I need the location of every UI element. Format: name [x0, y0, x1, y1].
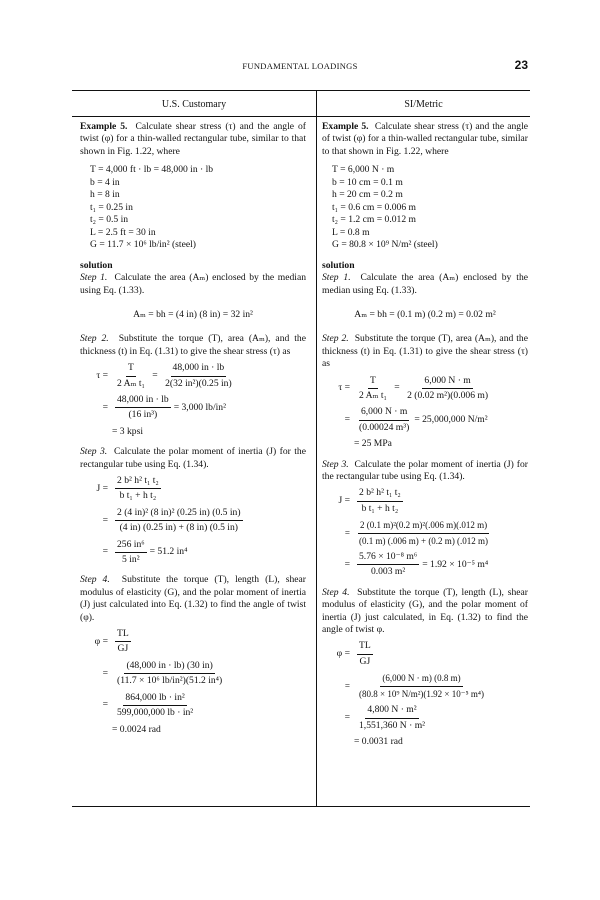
step-label: Step 2.	[322, 333, 349, 345]
given-item: T = 6,000 N · m	[332, 164, 395, 176]
fraction	[357, 551, 419, 579]
intro-text: Calculate shear stress (τ) and the angle of twist (φ) for a thin-walled rectangular tube, similar to that shown in Fig. 1.22, where	[80, 121, 307, 157]
j-equation-2: = $\frac{\text{2 (4 in)² (8 in)² (0.25 in) (0.5 in)}}{(4 in) (0.25 in) + (8 in) (0.5 in)}$	[102, 506, 241, 534]
fraction	[357, 704, 427, 732]
area-equation: Aₘ = bh = (4 in) (8 in) = 32 in²	[133, 308, 253, 320]
denominator: 2 Aₘ t₁	[117, 377, 145, 389]
numerator: 5.76 × 10⁻⁸ m⁶	[357, 551, 419, 565]
step-label: Step 3.	[80, 446, 108, 458]
given-values	[90, 164, 306, 252]
given-item: T = 4,000 ft · lb = 48,000 in · lb	[90, 164, 214, 176]
j-equation-3: = $\frac{\text{5.76 × 10⁻⁸ m⁶}}{\text{0.003 m²}}$ = 1.92 × 10⁻⁵ m⁴	[344, 551, 489, 578]
fraction	[115, 394, 171, 422]
step-text: Calculate the area (Aₘ) enclosed by the median using Eq. (1.33).	[322, 272, 528, 296]
equation-lhs: J =	[96, 482, 108, 494]
given-item: L = 0.8 m	[332, 226, 370, 238]
fraction	[163, 362, 234, 390]
area-equation: Aₘ = bh = (0.1 m) (0.2 m) = 0.02 m²	[354, 308, 496, 320]
equation-lhs: φ =	[336, 648, 350, 660]
fraction	[115, 660, 224, 688]
phi-equation-4	[80, 724, 306, 736]
step-1	[80, 272, 306, 297]
denominator: 2(32 in²)(0.25 in)	[165, 377, 232, 389]
numerator: 48,000 in · lb	[171, 362, 227, 376]
fraction	[115, 507, 243, 535]
step-text: Calculate the polar moment of inertia (J) for the rectangular tube using Eq. (1.34).	[322, 458, 528, 482]
numerator: (6,000 N · m) (0.8 m)	[380, 672, 462, 686]
tau-equation-2: = $\frac{48,000 in \cdot lb}{\text{(16 in³)}}$ = 3,000 lb/in²	[102, 393, 226, 421]
fraction	[357, 487, 403, 515]
step-text: Calculate the polar moment of inertia (J) for the rectangular tube using Eq. (1.34).	[80, 446, 306, 470]
tau-equation-1: τ = $\frac{T}{\text{2 Aₘ t₁}}$ = $\frac{6,000 N \cdot m}{\text{2 (0.02 m²)(0.006 m)}}$	[322, 375, 528, 403]
step-1	[322, 272, 528, 297]
phi-equation-2: = $\frac{(6,000 N \cdot m) (0.8 m)}{\text{(80.8 × 10⁹ N/m²)(1.92 × 10⁻⁵ m⁴)}}$	[344, 673, 485, 699]
given-item: b = 10 cm = 0.1 m	[332, 176, 403, 188]
tau-equation-3	[322, 438, 528, 450]
denominator: 2 Aₘ t₁	[359, 389, 387, 401]
numerator: (48,000 in · lb) (30 in)	[124, 660, 214, 674]
given-item: h = 20 cm = 0.2 m	[332, 189, 403, 201]
phi-equation-1	[80, 628, 306, 656]
given-item: L = 2.5 ft = 30 in	[90, 226, 156, 238]
equation-lhs: τ =	[338, 382, 350, 394]
step-text: Substitute the torque (T), area (Aₘ), and the thickness (t) in Eq. (1.31) to give the shear stress (τ) as	[322, 333, 528, 370]
phi-equation-3: = $\frac{\text{4,800 N · m²}}{\text{1,551,360 N · m²}}$	[344, 704, 426, 731]
fraction	[115, 362, 147, 390]
step-label: Step 4.	[80, 574, 110, 586]
given-values	[332, 164, 528, 252]
fraction	[357, 406, 411, 434]
phi-equation-1	[322, 640, 528, 668]
denominator: (11.7 × 10⁶ lb/in²)(51.2 in⁴)	[117, 675, 223, 687]
fraction	[115, 539, 147, 567]
denominator: 599,000,000 lb · in²	[117, 707, 194, 719]
fraction	[115, 692, 195, 720]
numerator: 2 b² h² t₁ t₂	[357, 487, 403, 501]
denominator: GJ	[359, 655, 371, 667]
numerator: 256 in⁶	[115, 539, 147, 553]
equation-result: = 51.2 in⁴	[149, 546, 188, 558]
us-customary-column	[80, 121, 306, 740]
step-3	[322, 459, 528, 484]
given-item: b = 4 in	[90, 176, 120, 188]
step-label: Step 2.	[80, 333, 109, 345]
equation-result: = 3,000 lb/in²	[173, 401, 226, 413]
fraction	[405, 375, 490, 403]
fraction	[357, 672, 486, 700]
equation-result: = 0.0031 rad	[354, 735, 403, 747]
denominator: 1,551,360 N · m²	[359, 719, 426, 731]
step-text: Calculate the area (Aₘ) enclosed by the median using Eq. (1.33).	[80, 272, 307, 296]
step-label: Step 3.	[322, 458, 349, 470]
phi-equation-3: = $\frac{\text{864,000 lb · in²}}{\text{599,000,000 lb · in²}}$	[102, 691, 194, 719]
example-label: Example 5.	[322, 121, 369, 132]
fraction	[115, 628, 131, 656]
phi-equation-4	[322, 736, 528, 748]
numerator: T	[368, 375, 378, 389]
tau-equation-2: = $\frac{6,000 N \cdot m}{\text{(0.00024 m³)}}$ = 25,000,000 N/m²	[344, 406, 488, 433]
bottom-rule	[72, 806, 530, 807]
equation-result: = 25 MPa	[354, 438, 392, 450]
denominator: b t₁ + h t₂	[119, 490, 157, 502]
denominator: GJ	[117, 643, 129, 655]
equation-result: = 3 kpsi	[112, 425, 143, 437]
step-2	[322, 333, 528, 370]
numerator: TL	[115, 628, 131, 642]
tau-equation-1: τ = $\frac{T}{\text{2 Aₘ t₁}}$ = $\frac{48,000 in \cdot lb}{\text{2(32 in²)(0.25 in)}}$	[80, 362, 306, 390]
equation-lhs: τ =	[96, 369, 108, 381]
equation-result: = 25,000,000 N/m²	[414, 414, 488, 426]
page-number: 23	[514, 58, 528, 72]
given-item: G = 11.7 × 10⁶ lb/in² (steel)	[90, 239, 196, 251]
given-item: h = 8 in	[90, 189, 120, 201]
j-equation-2: = $\frac{\text{2 (0.1 m)²(0.2 m)²(.006 m)(.012 m)}}{(0.1 m) (.006 m) + (0.2 m) (.012 m)}$	[344, 520, 489, 546]
top-rule	[72, 90, 530, 91]
numerator: 4,800 N · m²	[365, 704, 418, 718]
numerator: 2 (0.1 m)²(0.2 m)²(.006 m)(.012 m)	[358, 519, 489, 533]
numerator: 864,000 lb · in²	[123, 692, 186, 706]
step-3	[80, 446, 306, 471]
example-intro	[80, 121, 306, 158]
step-4	[322, 587, 528, 637]
numerator: 2 b² h² t₁ t₂	[115, 475, 161, 489]
example-intro	[322, 121, 528, 158]
step-label: Step 1.	[80, 272, 108, 284]
equation-result: = 1.92 × 10⁻⁵ m⁴	[422, 558, 489, 570]
step-text: Substitute the torque (T), length (L), shear modulus of elasticity (G), and the polar moment of inertia (J) just calculated, in Eq. (1.32) to find the angle of twist φ.	[322, 586, 528, 636]
running-header-title: FUNDAMENTAL LOADINGS	[242, 61, 358, 71]
step-text: Substitute the torque (T), length (L), shear modulus of elasticity (G), and the polar moment of inertia (J) just calculated into Eq. (1.32) to find the angle of twist (φ).	[80, 574, 306, 623]
given-item: t₂ = 1.2 cm = 0.012 m	[332, 214, 416, 226]
column-title-us: U.S. Customary	[161, 99, 227, 110]
step-label: Step 4.	[322, 586, 350, 598]
j-equation-3: = $\frac{\text{256 in⁶}}{\text{5 in²}}$ = 51.2 in⁴	[102, 538, 188, 566]
numerator: T	[126, 362, 136, 376]
denominator: 0.003 m²	[370, 566, 406, 578]
numerator: 6,000 N · m	[422, 375, 472, 389]
si-metric-column	[322, 121, 528, 752]
step-2	[80, 333, 306, 358]
fraction	[115, 475, 161, 503]
given-item: t₂ = 0.5 in	[90, 214, 129, 226]
numerator: 6,000 N · m	[359, 406, 409, 420]
fraction	[357, 519, 490, 547]
given-item: t₁ = 0.25 in	[90, 201, 133, 213]
given-item: G = 80.8 × 10⁹ N/m² (steel)	[332, 239, 438, 251]
fraction	[357, 640, 373, 668]
numerator: 48,000 in · lb	[115, 394, 171, 408]
step-text: Substitute the torque (T), area (Aₘ), and the thickness (t) in Eq. (1.31) to give the shear stress (τ) as	[80, 333, 306, 357]
given-item: t₁ = 0.6 cm = 0.006 m	[332, 201, 416, 213]
column-header-rule	[72, 116, 530, 117]
denominator: (4 in) (0.25 in) + (8 in) (0.5 in)	[119, 522, 238, 534]
denominator: 5 in²	[122, 554, 140, 566]
equation-lhs: φ =	[94, 635, 108, 647]
solution-heading: solution	[80, 259, 113, 271]
j-equation-1	[322, 487, 528, 515]
numerator: 2 (4 in)² (8 in)² (0.25 in) (0.5 in)	[115, 507, 243, 521]
step-4	[80, 574, 306, 624]
j-equation-1	[80, 475, 306, 503]
denominator: 2 (0.02 m²)(0.006 m)	[407, 389, 489, 401]
denominator: (0.00024 m³)	[359, 421, 410, 433]
denominator: b t₁ + h t₂	[361, 502, 399, 514]
solution-heading: solution	[322, 259, 355, 271]
column-title-si: SI/Metric	[404, 99, 443, 110]
step-label: Step 1.	[322, 272, 351, 284]
tau-equation-3	[80, 426, 306, 438]
equation-result: = 0.0024 rad	[112, 723, 161, 735]
denominator: (80.8 × 10⁹ N/m²)(1.92 × 10⁻⁵ m⁴)	[359, 688, 485, 699]
denominator: (0.1 m) (.006 m) + (0.2 m) (.012 m)	[359, 535, 489, 546]
phi-equation-2: = $\frac{(48,000 in \cdot lb) (30 in)}{\text{(11.7 × 10⁶ lb/in²)(51.2 in⁴)}}$	[102, 659, 223, 687]
denominator: (16 in³)	[128, 409, 158, 421]
column-divider	[316, 90, 317, 806]
numerator: TL	[357, 640, 373, 654]
intro-text: Calculate shear stress (τ) and the angle of twist (φ) for a thin-walled rectangular tube, similar to that shown in Fig. 1.22, where	[322, 121, 528, 157]
example-label: Example 5.	[80, 121, 128, 132]
equation-lhs: J =	[338, 495, 350, 507]
fraction	[357, 375, 389, 403]
